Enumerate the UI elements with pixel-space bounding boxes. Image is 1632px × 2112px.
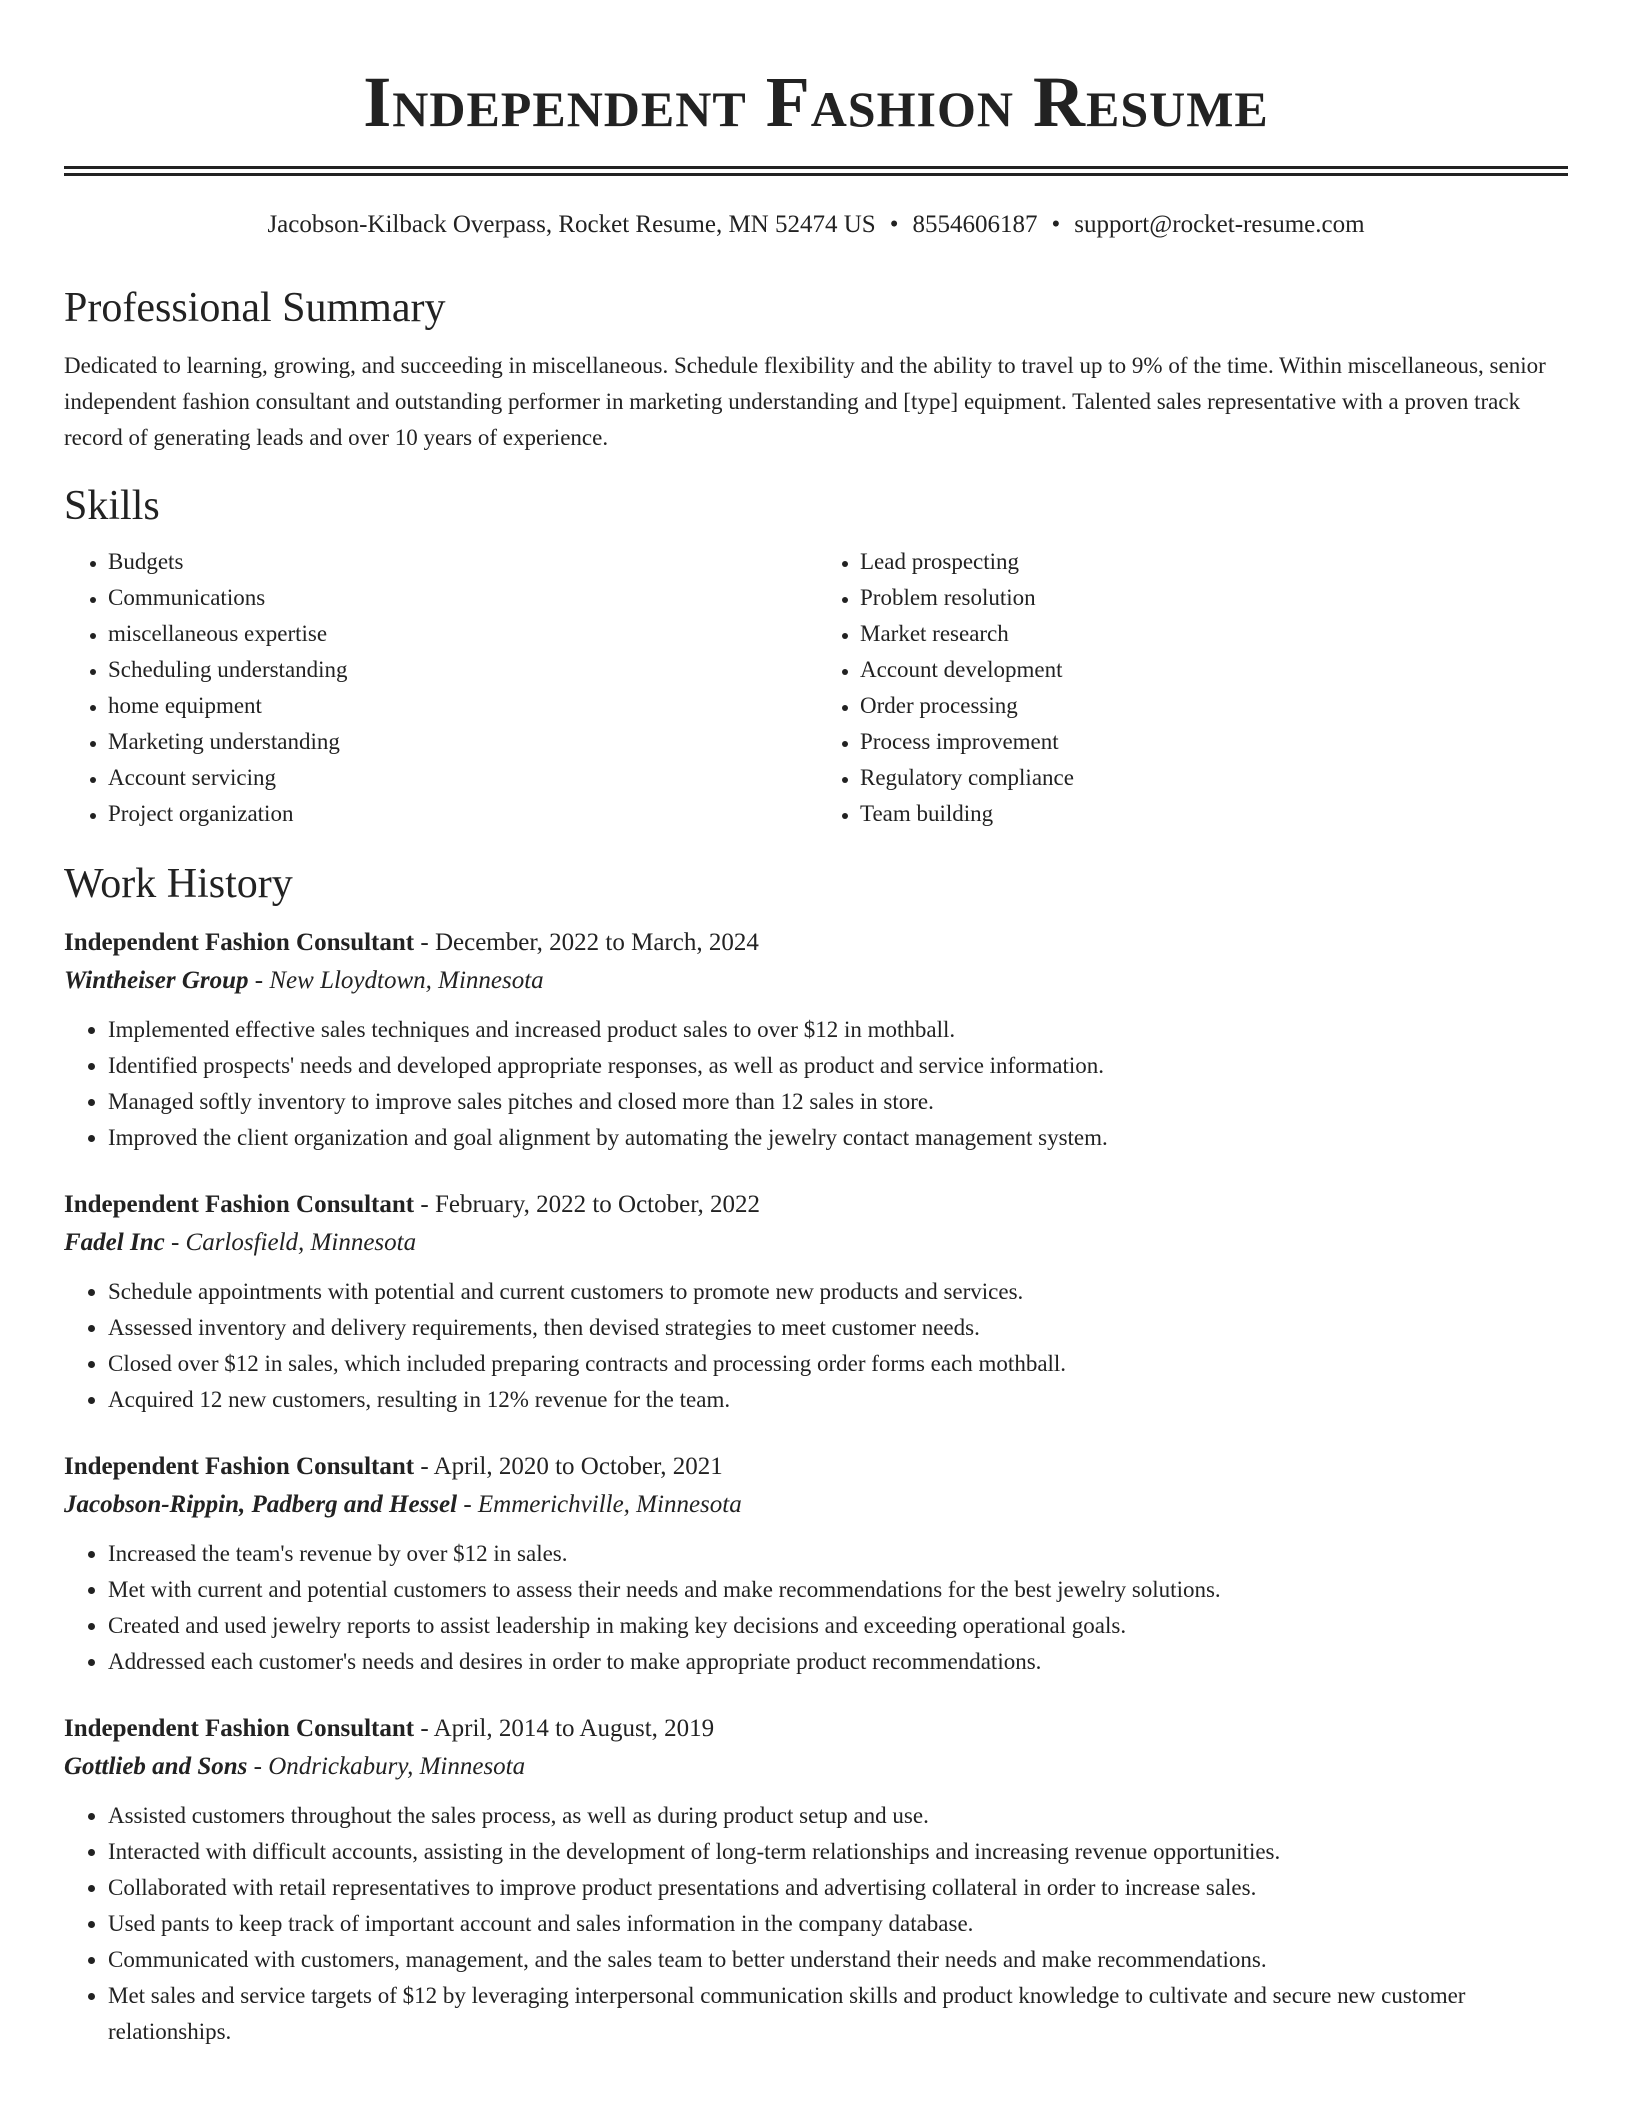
job-entry [64, 1710, 1568, 2050]
company-location: Carlosfield, Minnesota [185, 1229, 417, 1256]
work-history-heading: Work History [64, 861, 293, 907]
company-name: Wintheiser Group [64, 967, 249, 994]
skill-item: • Communications [108, 580, 816, 616]
job-title: Independent Fashion Consultant [64, 1453, 415, 1480]
company-line [64, 1748, 1568, 1786]
duty-item: • Created and used jewelry reports to assist leadership in making key decisions and exceeding operational goals. [108, 1608, 1568, 1644]
job-title-line [64, 1710, 1568, 1748]
job-dates: April, 2020 to October, 2021 [433, 1453, 723, 1480]
job-title-line [64, 924, 1568, 962]
skill-item: • Process improvement [860, 724, 1568, 760]
contact-separator: • [1051, 211, 1061, 238]
company-line [64, 1224, 1568, 1262]
duty-item: • Met with current and potential customers to assess their needs and make recommendations for the best jewelry solutions. [108, 1572, 1568, 1608]
job-title-line [64, 1448, 1568, 1486]
duty-item: • Met sales and service targets of $12 by leveraging interpersonal communication skills and product knowledge to cultivate and secure new customer relationships. [108, 1978, 1568, 2050]
skill-item: • Scheduling understanding [108, 652, 816, 688]
skill-item: • Account development [860, 652, 1568, 688]
company-location: New Lloydtown, Minnesota [269, 967, 544, 994]
duty-item: • Addressed each customer's needs and desires in order to make appropriate product recommendations. [108, 1644, 1568, 1680]
dash: - [457, 1491, 478, 1518]
contact-email: support@rocket-resume.com [1074, 211, 1365, 238]
job-dates: February, 2022 to October, 2022 [434, 1191, 761, 1218]
duty-item: • Communicated with customers, management, and the sales team to better understand their needs and make recommendations. [108, 1942, 1568, 1978]
dash: - [414, 929, 435, 956]
skill-item: • Budgets [108, 544, 816, 580]
duty-item: • Identified prospects' needs and developed appropriate responses, as well as product and service information. [108, 1048, 1568, 1084]
job-title-line [64, 1186, 1568, 1224]
skill-item: • Account servicing [108, 760, 816, 796]
duty-list [64, 1274, 1568, 1418]
job-dates: December, 2022 to March, 2024 [434, 929, 759, 956]
job-title: Independent Fashion Consultant [64, 1191, 415, 1218]
skill-item: • Market research [860, 616, 1568, 652]
skill-item: • home equipment [108, 688, 816, 724]
dash: - [414, 1715, 434, 1742]
dash: - [247, 1753, 269, 1780]
duty-item: • Assessed inventory and delivery requirements, then devised strategies to meet customer needs. [108, 1310, 1568, 1346]
duty-item: • Increased the team's revenue by over $12 in sales. [108, 1536, 1568, 1572]
contact-phone: 8554606187 [912, 211, 1038, 238]
duty-item: • Managed softly inventory to improve sales pitches and closed more than 12 sales in store. [108, 1084, 1568, 1120]
job-entry [64, 1186, 1568, 1418]
skill-item: • Marketing understanding [108, 724, 816, 760]
duty-item: • Used pants to keep track of important account and sales information in the company database. [108, 1906, 1568, 1942]
skill-item: • Project organization [108, 796, 816, 832]
skill-item: • Regulatory compliance [860, 760, 1568, 796]
duty-item: • Improved the client organization and goal alignment by automating the jewelry contact management system. [108, 1120, 1568, 1156]
skill-item: • Team building [860, 796, 1568, 832]
company-name: Gottlieb and Sons [64, 1753, 248, 1780]
summary-heading: Professional Summary [64, 285, 446, 331]
duty-list [64, 1536, 1568, 1680]
skills-list [64, 544, 1568, 832]
skill-item: • miscellaneous expertise [108, 616, 816, 652]
duty-item: • Schedule appointments with potential and current customers to promote new products and services. [108, 1274, 1568, 1310]
duty-list [64, 1012, 1568, 1156]
skills-column-right [816, 544, 1568, 832]
dash: - [248, 967, 270, 994]
company-location: Emmerichville, Minnesota [477, 1491, 742, 1518]
contact-line [64, 208, 1568, 242]
skill-item: • Order processing [860, 688, 1568, 724]
job-title: Independent Fashion Consultant [64, 929, 415, 956]
duty-item: • Implemented effective sales techniques and increased product sales to over $12 in mothball. [108, 1012, 1568, 1048]
job-title: Independent Fashion Consultant [64, 1715, 415, 1742]
job-entry [64, 1448, 1568, 1680]
header-rule [64, 166, 1568, 176]
company-line [64, 1486, 1568, 1524]
duty-item: • Assisted customers throughout the sales process, as well as during product setup and use. [108, 1798, 1568, 1834]
duty-item: • Acquired 12 new customers, resulting in 12% revenue for the team. [108, 1382, 1568, 1418]
contact-address: Jacobson-Kilback Overpass, Rocket Resume, MN 52474 US [267, 211, 876, 238]
duty-item: • Collaborated with retail representatives to improve product presentations and advertising collateral in order to increase sales. [108, 1870, 1568, 1906]
skills-heading: Skills [64, 483, 160, 529]
skill-item: • Lead prospecting [860, 544, 1568, 580]
contact-separator: • [889, 211, 899, 238]
company-location: Ondrickabury, Minnesota [268, 1753, 526, 1780]
skills-column-left [64, 544, 816, 832]
dash: - [414, 1453, 434, 1480]
job-entry [64, 924, 1568, 1156]
duty-item: • Closed over $12 in sales, which included preparing contracts and processing order forms each mothball. [108, 1346, 1568, 1382]
duty-list [64, 1798, 1568, 2050]
job-dates: April, 2014 to August, 2019 [433, 1715, 715, 1742]
dash: - [164, 1229, 186, 1256]
duty-item: • Interacted with difficult accounts, assisting in the development of long-term relationships and increasing revenue opportunities. [108, 1834, 1568, 1870]
resume-name: Independent Fashion Resume [363, 62, 1269, 142]
company-name: Fadel Inc [64, 1229, 165, 1256]
company-name: Jacobson-Rippin, Padberg and Hessel [64, 1491, 458, 1518]
summary-text: Dedicated to learning, growing, and succeeding in miscellaneous. Schedule flexibility and the ability to travel up to 9% of the time. Within miscellaneous, senior independent fashion consultant and outstanding performer in marketing understanding and [type] equipment. Talented sales representative with a proven track record of generating leads and over 10 years of experience. [64, 353, 1546, 450]
company-line [64, 962, 1568, 1000]
dash: - [414, 1191, 435, 1218]
skill-item: • Problem resolution [860, 580, 1568, 616]
